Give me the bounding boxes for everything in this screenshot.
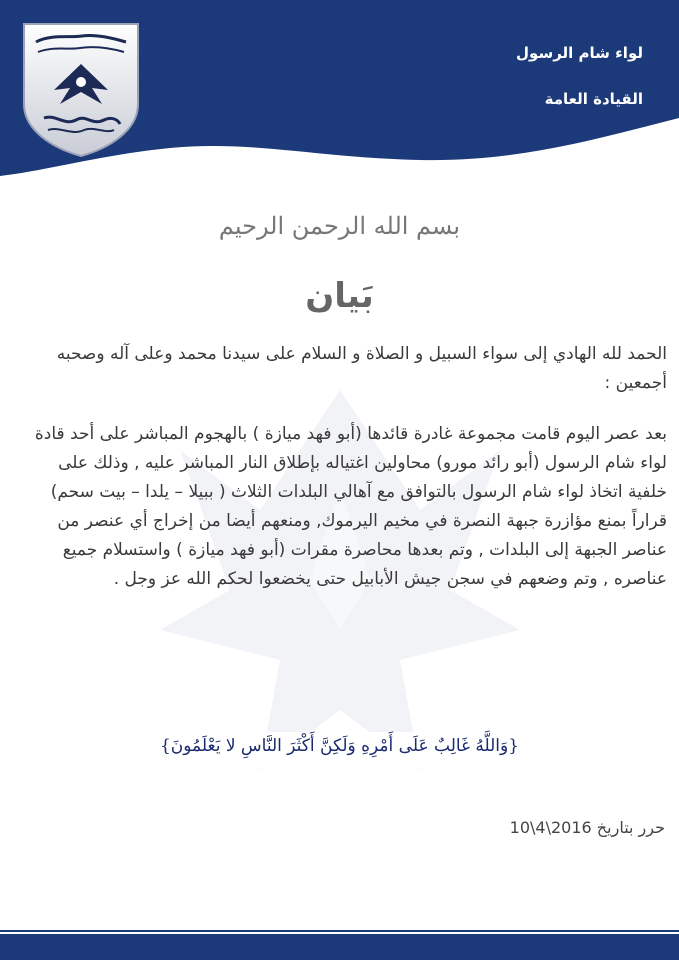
- organization-name: لواء شام الرسول: [516, 44, 643, 62]
- statement-title: بَيان: [305, 276, 374, 316]
- bismillah-heading: بسم الله الرحمن الرحيم: [218, 212, 461, 240]
- letterhead-header: [0, 0, 679, 200]
- quran-verse: {وَاللَّهُ غَالِبٌ عَلَى أَمْرِهِ وَلَكِنَّ أَكْثَرَ النَّاسِ لا يَعْلَمُونَ}: [159, 736, 520, 756]
- organization-block: [516, 30, 643, 122]
- statement-body: بعد عصر اليوم قامت مجموعة غادرة قائدها (أبو فهد ميازة ) بالهجوم المباشر على أحد قادة لواء شام الرسول (أبو رائد مورو) محاولين اغتياله بإطلاق النار المباشر عليه , وذلك على خلفية اتخاذ لواء شام الرسول بالتوافق مع آهالي البلدات الثلاث ( ببيلا – يلدا – بيت سحم) قراراً بمنع مؤازرة جبهة النصرة في مخيم اليرموك, ومنعهم أيضا من إخراج أي عنصر من عناصر الجبهة إلى البلدات , وتم بعدها محاصرة مقرات (أبو فهد ميازة ) واستسلام جميع عناصره , وتم وضعهم في سجن جيش الأبابيل حتى يخضعوا لحكم الله عز وجل .: [34, 424, 667, 589]
- footer-band: [0, 934, 679, 960]
- organization-subtitle: القيادة العامة: [544, 90, 643, 108]
- issue-date: حرر بتاريخ 2016\4\10: [509, 818, 665, 837]
- footer-rule: [0, 930, 679, 932]
- brigade-logo: [20, 18, 142, 158]
- opening-paragraph: الحمد لله الهادي إلى سواء السبيل و الصلاة و السلام على سيدنا محمد وعلى آله وصحبه أجمعين :: [56, 344, 667, 393]
